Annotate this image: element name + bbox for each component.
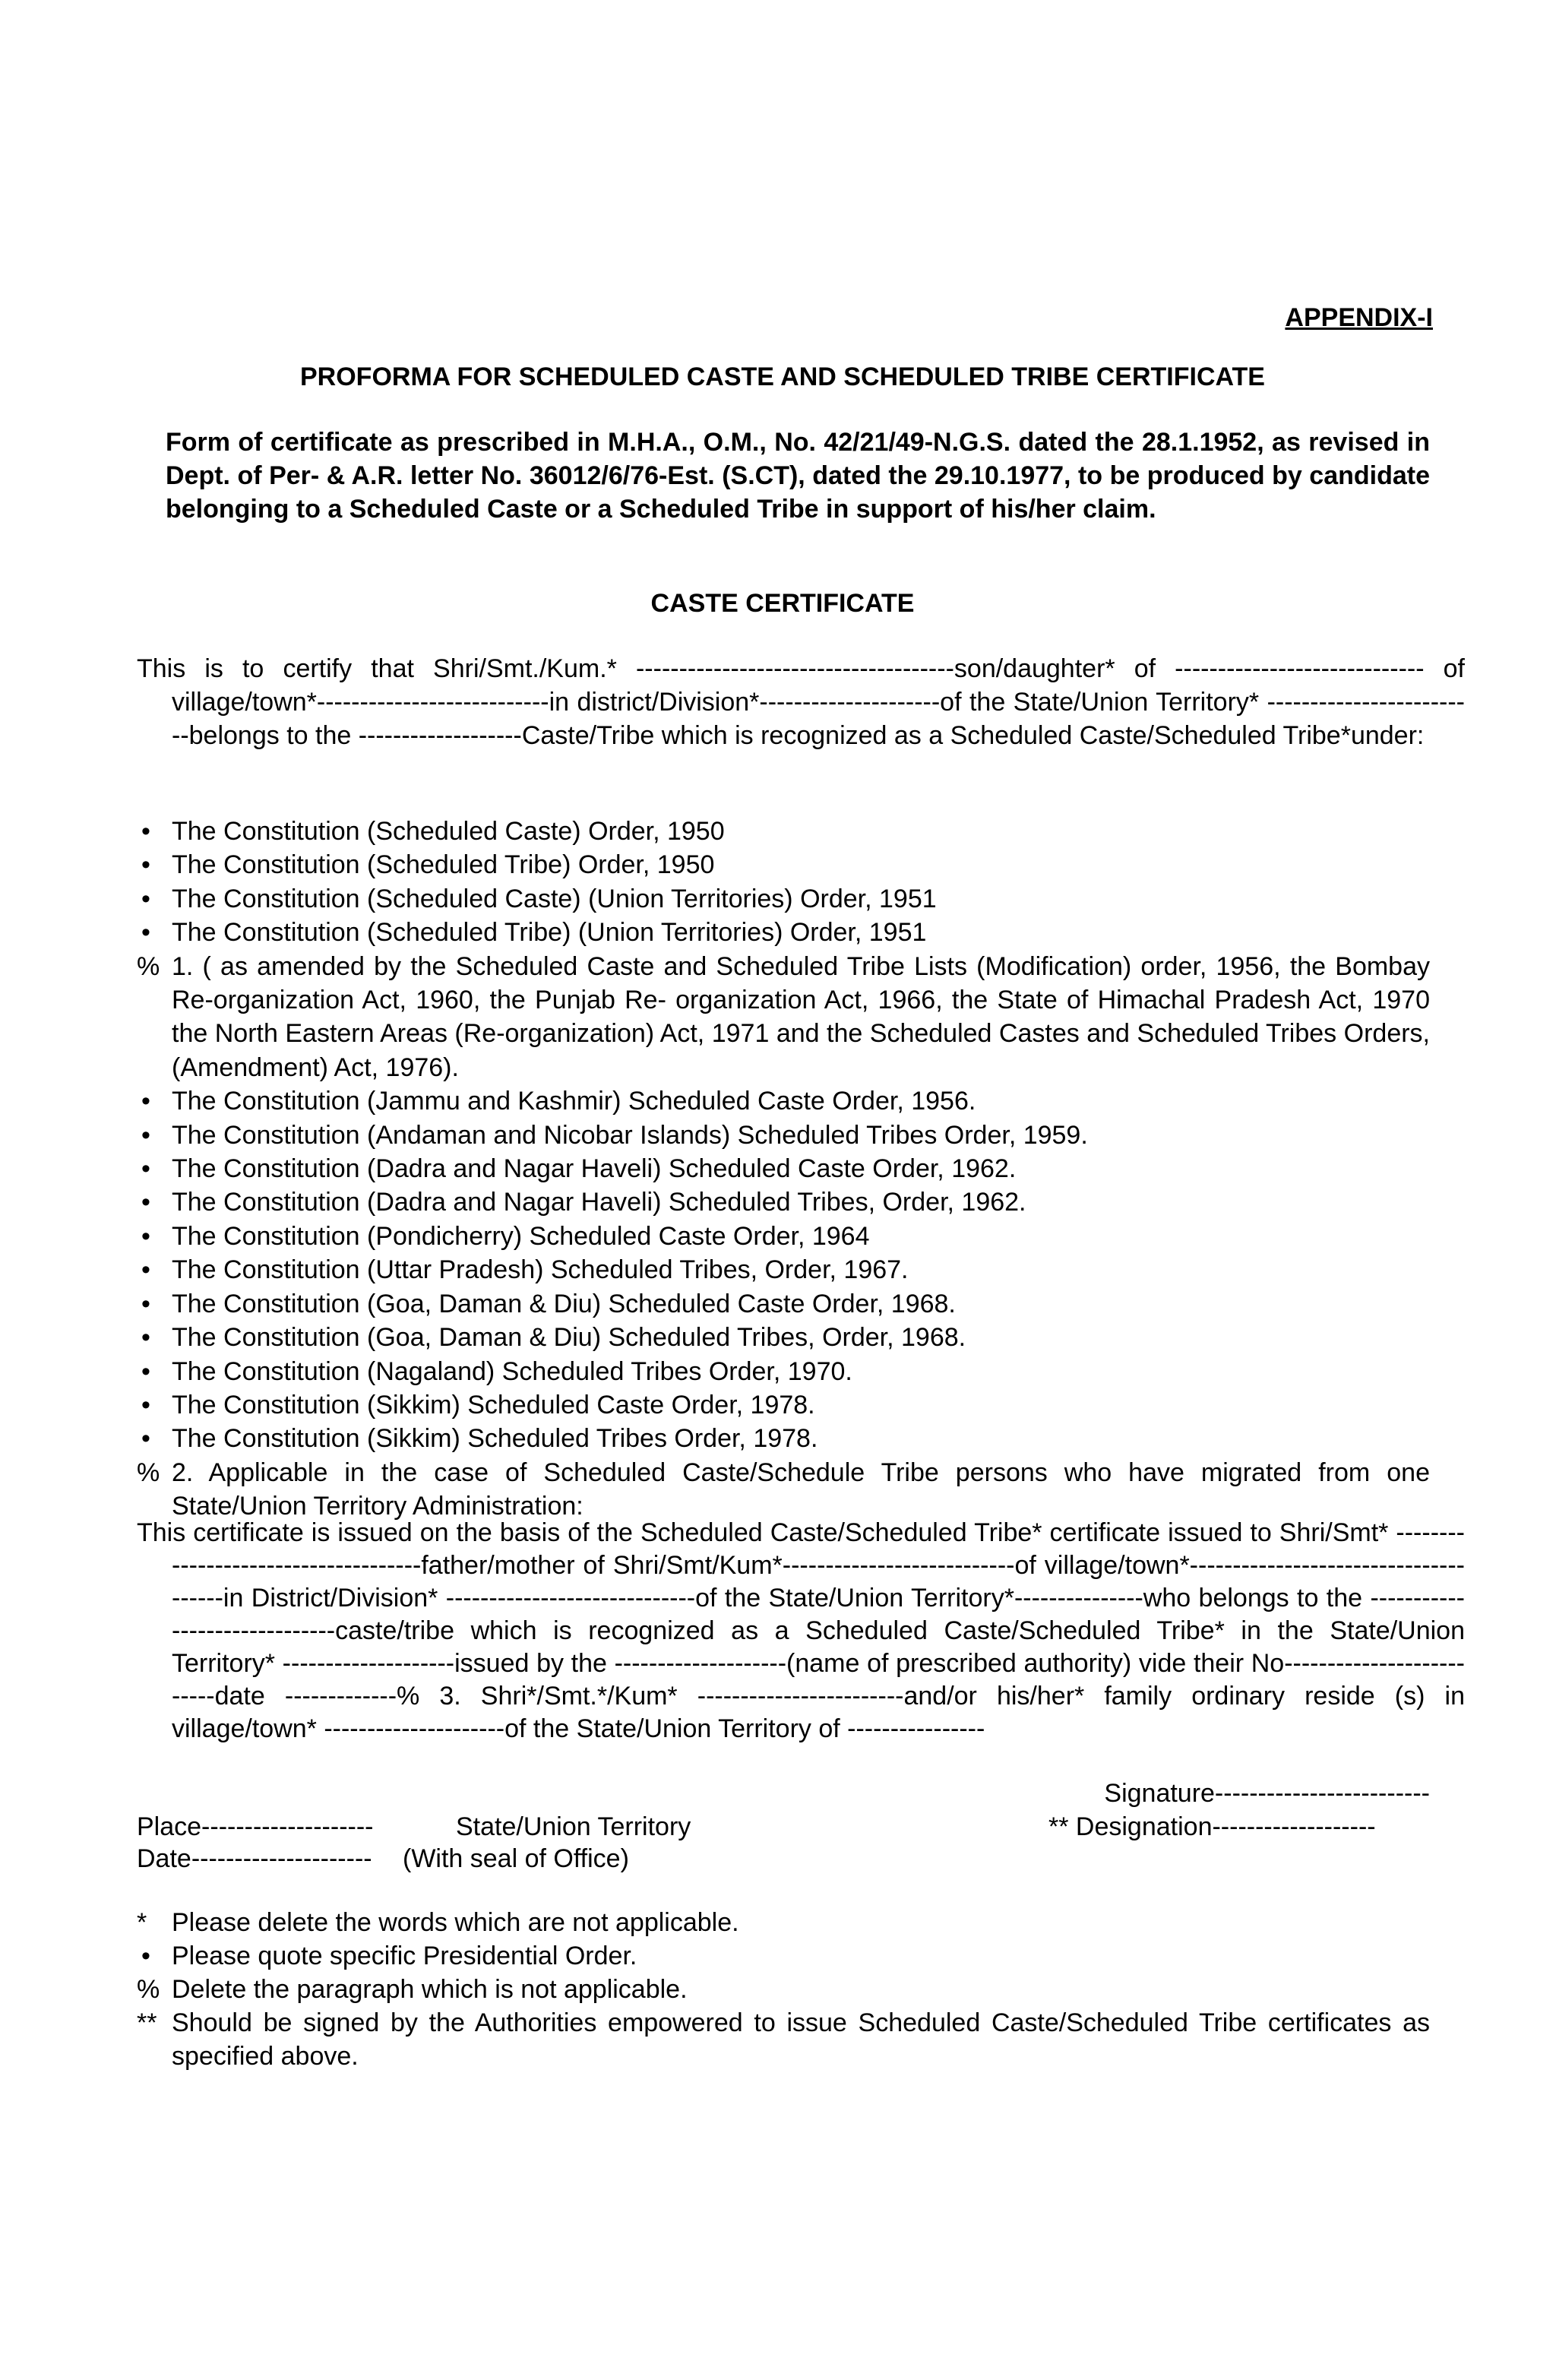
note-marker — [137, 1939, 172, 1973]
order-text: The Constitution (Jammu and Kashmir) Scheduled Caste Order, 1956. — [172, 1087, 976, 1116]
place-line: Place-------------------- — [137, 1812, 374, 1841]
document-title: PROFORMA FOR SCHEDULED CASTE AND SCHEDULED TRIBE CERTIFICATE — [300, 362, 1265, 391]
note-text: Please quote specific Presidential Order. — [172, 1942, 637, 1970]
order-marker — [137, 815, 172, 848]
note-text: Delete the paragraph which is not applicable. — [172, 1975, 688, 2004]
order-text: The Constitution (Scheduled Caste) (Union Territories) Order, 1951 — [172, 884, 937, 913]
footnotes — [137, 1906, 1430, 2073]
list-item — [137, 1906, 1430, 1939]
order-marker — [137, 1422, 172, 1455]
order-text: The Constitution (Sikkim) Scheduled Caste Order, 1978. — [172, 1390, 815, 1419]
order-text: The Constitution (Andaman and Nicobar Islands) Scheduled Tribes Order, 1959. — [172, 1120, 1088, 1150]
order-marker — [137, 1321, 172, 1354]
certify-paragraph: This is to certify that Shri/Smt./Kum.* -------------------------------------son/daughter* of ----------------------------- of village/town*---------------------------in district/Division*---------------------of the State/Union Territory* -------------------------belongs to the -------------------Caste/Tribe which is recognized as a Scheduled Caste/Scheduled Tribe*under: — [137, 654, 1465, 750]
note-text: Please delete the words which are not applicable. — [172, 1908, 739, 1937]
list-item — [137, 1220, 1430, 1253]
order-marker — [137, 916, 172, 949]
order-text: The Constitution (Dadra and Nagar Haveli) Scheduled Caste Order, 1962. — [172, 1154, 1017, 1184]
order-marker — [137, 1084, 172, 1118]
order-text: The Constitution (Goa, Daman & Diu) Scheduled Tribes, Order, 1968. — [172, 1323, 966, 1353]
list-item — [137, 1321, 1430, 1354]
order-text: The Constitution (Scheduled Tribe) (Union Territories) Order, 1951 — [172, 918, 927, 948]
order-marker — [137, 1119, 172, 1152]
order-text: 1. ( as amended by the Scheduled Caste and Scheduled Tribe Lists (Modification) order, 1956, the Bombay Re-organization Act, 1960, the Punjab Re- organization Act, 1966, the State of Himachal Pradesh Act, 1970 the North Eastern Areas (Re-organization) Act, 1971 and the Scheduled Castes and Scheduled Tribes Orders, (Amendment) Act, 1976). — [172, 951, 1430, 1082]
list-item — [137, 1287, 1430, 1321]
order-text: The Constitution (Goa, Daman & Diu) Scheduled Caste Order, 1968. — [172, 1289, 956, 1318]
order-text: 2. Applicable in the case of Scheduled Caste/Schedule Tribe persons who have migrated from one State/Union Territory Administration: — [172, 1457, 1430, 1521]
order-text: The Constitution (Sikkim) Scheduled Tribes Order, 1978. — [172, 1424, 818, 1454]
designation-line: ** Designation------------------- — [1048, 1812, 1376, 1841]
order-marker — [137, 1185, 172, 1219]
list-item — [137, 916, 1430, 949]
list-item — [137, 1973, 1430, 2006]
list-item — [137, 950, 1430, 1085]
order-marker — [137, 882, 172, 916]
order-marker — [137, 848, 172, 881]
order-marker — [137, 1253, 172, 1287]
list-item — [137, 1152, 1430, 1185]
note-marker: ** — [137, 2008, 157, 2037]
order-marker — [137, 1388, 172, 1422]
list-item — [137, 882, 1430, 916]
note-marker: * — [137, 1908, 147, 1937]
order-marker — [137, 1355, 172, 1388]
order-text: The Constitution (Nagaland) Scheduled Tribes Order, 1970. — [172, 1356, 852, 1386]
list-item — [137, 1084, 1430, 1118]
order-marker: % — [137, 1457, 160, 1487]
seal-label: (With seal of Office) — [403, 1844, 629, 1873]
date-line: Date--------------------- — [137, 1844, 372, 1873]
order-text: The Constitution (Dadra and Nagar Haveli) Scheduled Tribes, Order, 1962. — [172, 1188, 1026, 1217]
list-item — [137, 1456, 1430, 1524]
order-text: The Constitution (Pondicherry) Scheduled Caste Order, 1964 — [172, 1221, 870, 1251]
list-item — [137, 2006, 1430, 2073]
order-text: The Constitution (Uttar Pradesh) Scheduled Tribes, Order, 1967. — [172, 1255, 909, 1285]
note-marker: % — [137, 1975, 160, 2004]
list-item — [137, 1119, 1430, 1152]
signature-line: Signature------------------------- — [1104, 1779, 1430, 1808]
list-item — [137, 1355, 1430, 1388]
certificate-title: CASTE CERTIFICATE — [650, 589, 915, 618]
orders-list — [137, 815, 1430, 1524]
order-marker — [137, 1287, 172, 1321]
order-marker — [137, 1220, 172, 1253]
list-item — [137, 1185, 1430, 1219]
list-item — [137, 1422, 1430, 1455]
list-item — [137, 815, 1430, 848]
list-item — [137, 1388, 1430, 1422]
note-text: Should be signed by the Authorities empowered to issue Scheduled Caste/Scheduled Tribe certificates as specified above. — [172, 2008, 1430, 2071]
issued-paragraph: This certificate is issued on the basis of the Scheduled Caste/Scheduled Tribe* certificate issued to Shri/Smt* -------------------------------------father/mother of Shri/Smt/Kum*---------------------------of village/town*--------------------------------------in District/Division* -----------------------------of the State/Union Territory*---------------who belongs to the ------------------------------caste/tribe which is recognized as a Scheduled Caste/Scheduled Tribe* in the State/Union Territory* --------------------issued by the --------------------(name of prescribed authority) vide their No--------------------------date -------------% 3. Shri*/Smt.*/Kum* ------------------------and/or his/her* family ordinary reside (s) in village/town* ---------------------of the State/Union Territory of ---------------- — [137, 1518, 1465, 1743]
list-item — [137, 1253, 1430, 1287]
state-ut-label: State/Union Territory — [456, 1812, 691, 1841]
appendix-label: APPENDIX-I — [1285, 303, 1433, 332]
form-description: Form of certificate as prescribed in M.H.A., O.M., No. 42/21/49-N.G.S. dated the 28.1.1952, as revised in Dept. of Per- & A.R. letter No. 36012/6/76-Est. (S.CT), dated the 29.10.1977, to be produced by candidate belonging to a Scheduled Caste or a Scheduled Tribe in support of his/her claim. — [166, 428, 1430, 524]
order-marker: % — [137, 951, 160, 981]
order-marker — [137, 1152, 172, 1185]
list-item — [137, 1939, 1430, 1973]
order-text: The Constitution (Scheduled Caste) Order, 1950 — [172, 817, 725, 846]
list-item — [137, 848, 1430, 881]
order-text: The Constitution (Scheduled Tribe) Order, 1950 — [172, 850, 715, 880]
